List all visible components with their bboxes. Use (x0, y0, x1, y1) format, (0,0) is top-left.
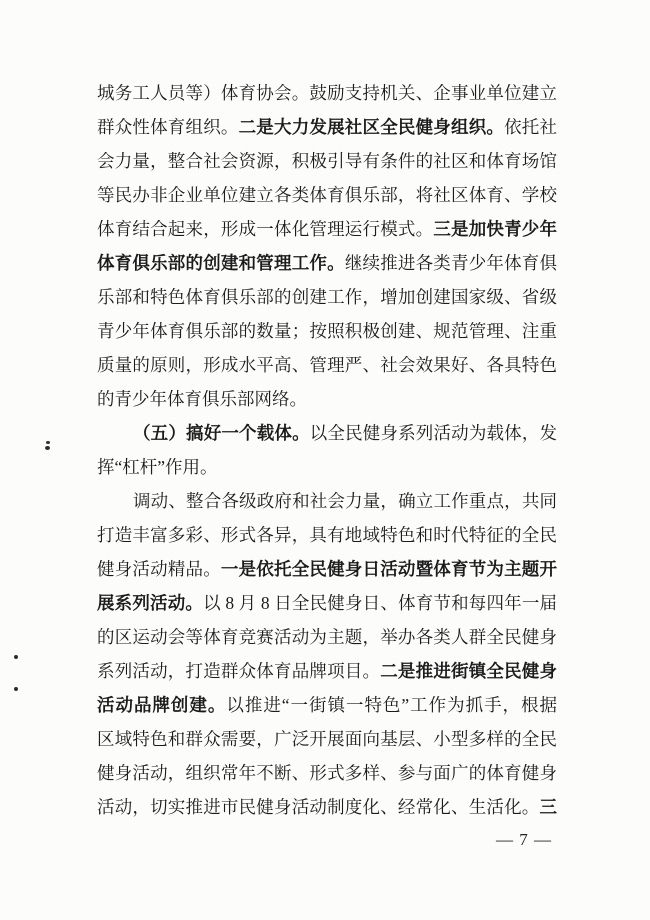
text-line (97, 212, 557, 246)
text-line (97, 314, 557, 348)
body-text: 区域特色和群众需要，广泛开展面向基层、小型多样的全民 (97, 729, 557, 749)
body-text: 的区运动会等体育竞赛活动为主题，举办各类人群全民健身 (97, 627, 557, 647)
text-line (97, 688, 557, 722)
body-text: 以 8 月 8 日全民健身日、体育节和每四年一届 (203, 593, 558, 613)
text-line (97, 178, 557, 212)
emphasis-text: 展系列活动。 (97, 593, 204, 613)
text-line (97, 382, 557, 416)
text-line (97, 586, 557, 620)
emphasis-text: 体育俱乐部的创建和管理工作。 (97, 253, 345, 273)
emphasis-text: 二是大力发展社区全民健身组织。 (238, 117, 505, 137)
text-line (97, 654, 557, 688)
scan-speck (46, 441, 50, 444)
text-line (97, 620, 557, 654)
body-text: 依托社 (504, 117, 558, 137)
body-text: 城务工人员等）体育协会。鼓励支持机关、企事业单位建立 (97, 83, 557, 103)
body-text: 健身活动精品。 (97, 559, 221, 579)
body-text: 群众性体育组织。 (97, 117, 239, 137)
emphasis-text: 二是推进街镇全民健身 (380, 661, 558, 681)
body-text: 挥“杠杆”作用。 (97, 457, 218, 477)
emphasis-text: 三 (539, 797, 557, 817)
scan-speck (14, 687, 18, 691)
body-text: 会力量，整合社会资源，积极引导有条件的社区和体育场馆 (97, 151, 557, 171)
text-line (97, 518, 557, 552)
text-line (97, 348, 557, 382)
text-line (97, 246, 557, 280)
emphasis-text: （五）搞好一个载体。 (133, 423, 310, 443)
text-line (97, 110, 557, 144)
text-line (97, 416, 557, 450)
body-text: 以全民健身系列活动为载体，发 (309, 423, 558, 443)
emphasis-text: 一是依托全民健身日活动暨体育节为主题开 (220, 559, 558, 579)
text-line (97, 756, 557, 790)
body-text: 继续推进各类青少年体育俱 (344, 253, 558, 273)
text-line (97, 722, 557, 756)
text-line (97, 450, 557, 484)
emphasis-text: 活动品牌创建。 (97, 695, 227, 715)
text-line (97, 280, 557, 314)
text-line (97, 76, 557, 110)
scan-speck (14, 655, 18, 659)
text-line (97, 484, 557, 518)
body-text: 乐部和特色体育俱乐部的创建工作，增加创建国家级、省级 (97, 287, 557, 307)
body-text: 以推进“一街镇一特色”工作为抓手，根据 (226, 695, 557, 715)
body-text: 健身活动，组织常年不断、形式多样、参与面广的体育健身 (97, 763, 557, 783)
body-text: 调动、整合各级政府和社会力量，确立工作重点，共同 (133, 491, 557, 511)
body-text: 活动，切实推进市民健身活动制度化、经常化、生活化。 (97, 797, 540, 817)
scan-speck (45, 446, 50, 450)
page-number: — 7 — (496, 830, 552, 849)
emphasis-text: 三是加快青少年 (433, 219, 558, 239)
body-text: 的青少年体育俱乐部网络。 (97, 389, 307, 409)
body-text: 体育结合起来，形成一体化管理运行模式。 (97, 219, 434, 239)
body-text: 青少年体育俱乐部的数量；按照积极创建、规范管理、注重 (97, 321, 557, 341)
document-body (97, 76, 557, 824)
text-line (97, 552, 557, 586)
body-text: 等民办非企业单位建立各类体育俱乐部，将社区体育、学校 (97, 185, 557, 205)
text-line (97, 790, 557, 824)
body-text: 质量的原则，形成水平高、管理严、社会效果好、各具特色 (97, 355, 557, 375)
text-line (97, 144, 557, 178)
body-text: 系列活动，打造群众体育品牌项目。 (97, 661, 381, 681)
body-text: 打造丰富多彩、形式各异，具有地域特色和时代特征的全民 (97, 525, 557, 545)
